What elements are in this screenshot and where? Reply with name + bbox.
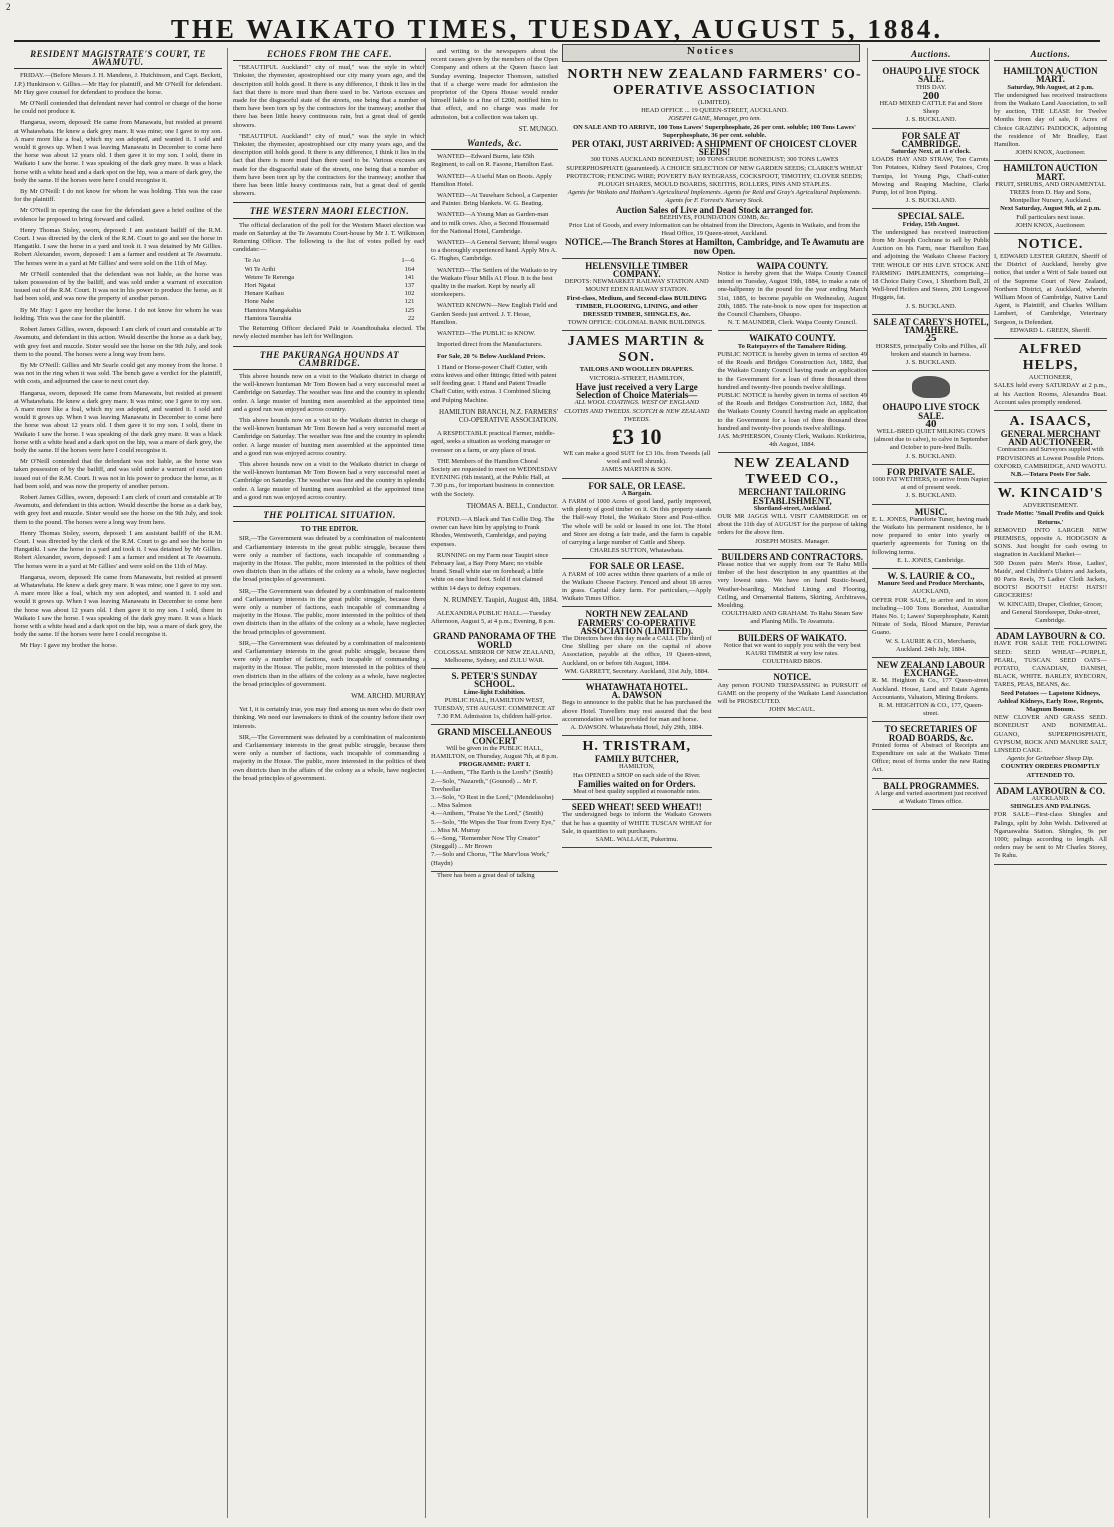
article-paragraph: Mr O'Neill contended that defendant never had control or charge of the horse he could not produce it. [14,100,222,116]
ad-signature: JOHN McCAUL. [769,706,816,714]
ad-signature: J. S. BUCKLAND. [905,492,957,500]
ad-figure: 25 [925,332,937,345]
ad-subtitle: (LIMITED). [698,99,731,106]
ad-signature: J. S. BUCKLAND. [905,452,957,460]
auction-ad [872,209,990,314]
ad-body: BEEHIVES, FOUNDATION COMB, &c. [659,213,770,221]
butcher-ad [562,736,712,800]
builders-contractors-ad [718,550,868,631]
for-sale-lease-ad [562,559,712,607]
ad-body: Notice is hereby given that the Waipa County Council intend on Tuesday, August 19th, 1884, to make a rate of one-halfpenny in the pound for the year ending March 31st, 1885, to become payable on Wednesday, August 20th, 1885. The rate-book is now open for inspection at the Council Chambers, Ohaupo. [717,270,867,319]
suit-price: £3 10 [612,423,662,449]
candidate-name: Hamiora Mangakahia [244,306,302,314]
column-cafe-and-wanteds [425,48,563,1518]
ad-subtitle: Lime-light Exhibition. [463,688,526,696]
ad-title: BALL PROGRAMMES. [883,780,979,791]
section-heading: Auctions. [872,50,990,61]
candidate-votes: 121 [404,298,415,306]
laybourn-seed-ad [994,629,1107,784]
ad-body: Price List of Goods, and every information can be obtained from the Directors, Agents in Waikato, and from the Head Office, 19 Queen-street, Auckland. [568,222,861,238]
article-paragraph: and writing to the newspapers about the recent causes given by the members of the Open Company and others at the Queen fiasco last Sunday evening. Inspector Thomson, satisfied that if a charge were made for admission the proprietor of the Opera House would render himself liable to a fine of £200, notified him to that effect, and no charge was made for admission, but a collection was taken up. [431,48,558,121]
article-paragraph: SIR,—The Government was defeated by a combination of malcontents and Carliamentary interests in the great public struggle, because there were only a number of factions, each incapable of commanding a majority in the House. The public, more interested in the politics of their own districts than in the affairs of the colony as a whole, have neglected the broad principles of government. [233,639,426,688]
results-row [243,274,417,282]
kincaid-ad [994,483,1107,629]
ad-office: HEAD OFFICE ... 19 QUEEN-STREET, AUCKLAND. [641,107,788,115]
ad-address: AUCKLAND, [911,588,951,596]
ad-title: W. KINCAID'S [997,486,1104,502]
ad-title: NOTICE. [1017,237,1084,253]
candidate-name: Henare Kaihau [244,290,284,298]
ad-body: Contractors and Surveyors supplied with PROVISIONS at Lowest Possible Prices. [996,446,1105,462]
article-paragraph: SIR,—The Government was defeated by a combination of malcontents and Carliamentary interests in the great public struggle, because there were only a number of factions, each incapable of commanding a majority in the House. The public, more interested in the politics of their own districts than in the affairs of the colony as a whole, have neglected the broad principles of government. [233,535,426,584]
candidate-votes: 141 [404,273,415,281]
article-paragraph: By Mr Hay: I gave my brother the horse. I do not know for whom he was holding. This was the case for the plaintiff. [14,306,222,322]
ad-body: A large and varied assortment just received at Waikato Times office. [874,789,988,806]
programme-item: 7.—Solo and Chorus, "The Marv'lous Work," (Haydn) [431,851,550,867]
classified-ad: WANTED—A General Servant; liberal wages to a thoroughly experienced hand. Apply Mrs A. G. Hughes, Cambridge. [431,239,557,263]
ad-body: ON SALE AND TO ARRIVE, 100 Tons Lawes' Superphosphate, 26 per cent. soluble; 100 Tons Lawes' Superphosphate, 36 per cent. soluble. [573,123,856,139]
ad-signature: JOSEPH MOSES. Manager. [755,537,830,545]
ad-signature: J. S. BUCKLAND. [905,116,957,124]
article-paragraph: Mr O'Neill contended that the defendant was not liable, as the horse was taken possession of by the bailiff, and was sold under a warrant of execution issued out of the R.M. Court. It was not in his power to produce the horse, as it had been sold, and was now the property of another person. [14,458,222,490]
section-heading: THE PAKURANGA HOUNDS AT CAMBRIDGE. [233,351,426,370]
ad-highlight: Seed Potatoes — Lapstone Kidneys, Ashleaf Kidneys, Early Rose, Regents, Magnum Bonum. [997,689,1104,713]
ad-signature: WM. GARRETT, Secretary. Auckland, 31st July, 1884. [564,667,709,675]
ad-body: REMOVED INTO LARGER NEW PREMISES, opposite A. HODGSON & SONS. Just bought for cash owing to stagnation in Auckland Market— [994,526,1107,559]
candidate-name: Te Ao [244,257,261,265]
results-row [243,282,417,290]
ad-signature: R. M. HEIGHTON & CO., 177, Queen-street. [878,702,984,718]
classified-ad: For Sale, 20 % Below Auckland Prices. [437,352,546,360]
waikato-county-ad [718,331,868,453]
notices-banner: Notices [562,44,860,62]
article-paragraph: Hangarua, sworn, deposed: He came from Manawatu, but resided at present at Whatawhata. He knew a dark grey mare. It was mine; one I gave to my son. A mare more like a foal, which my son adopted, and wanted it. I sold and would it grows up. When I was leaving Manawatu in December to come here the horse was about 12 years old. I then gave it to my son. I sold, there in Waikato I saw the horse. I was speaking of the dark grey mare. It was a black horse with a white head and a dark spot on the hip, was a mare of dark grey, the body the same. If the horses were here I could recognise it. [14,389,222,454]
article-paragraph: Henry Thomas Sisley, sworn, deposed: I am assistant bailiff of the R.M. Court. I was directed by the clerk of the R.M. Court to go and see the horse in Hangatiki. I saw the horse in a yard and took it. I was detained by Mr Gillies. Robert Alexander, sworn, deposed: I am a farmer and resident at Te Awamutu. The horses were in a yard at Mr Gillies' and were sold on the 11th of May. [14,226,222,267]
ad-title: MUSIC. [914,506,948,517]
builders-waikato-ad [718,631,868,671]
section-heading: RESIDENT MAGISTRATE'S COURT, TE AWAMUTU. [14,50,222,69]
ad-subtitle: TAILORS AND WOOLLEN DRAPERS. [579,366,694,374]
ad-subtitle: Saturday Next, at 11 o'clock. [891,148,971,156]
ad-body: LOADS HAY AND STRAW, Ton Carrots, Ton Potatoes, Kidney Seed Potatoes, Crop Turnips, lot Young Pigs, Chaff-cutter, Mowing and Reaping Machine, Clarke Pump, lot of Iron Piping. [872,156,990,197]
ad-title: TO SECRETARIES OF ROAD BOARDS, &c. [884,724,978,743]
classified-ad: WANTED—A Young Man as Garden-man and to milk cows. Also, a Second Housemaid for the National Hotel, Cambridge. [431,211,549,235]
ad-body: E. L. JONES, Pianoforte Tuner, having made the Waikato his permanent residence, he is now prepared to enter into yearly or quarterly agreements for Tuning on the following terms. [872,515,990,556]
auction-ad [872,371,990,465]
candidate-votes: 137 [404,282,415,290]
classified-ad: WANTED—Edward Burns, late 65th Regiment, to call on R. Fasone, Hamilton East. [431,153,554,169]
column-court-news [14,48,227,1518]
signature: WM. ARCHD. MURRAY. [351,692,426,701]
article-paragraph: Mr O'Neill contended that the defendant was not liable, as the horse was taken possession of by the bailiff, and was sold under a warrant of execution issued out of the R.M. Court. It was not in his power to produce the horse, as it had been sold, and was now the property of another person. [14,270,222,303]
ad-body: OUR MR JAGGS WILL VISIT CAMBRIDGE on or about the 11th day of AUGUST for the purpose of taking orders for the above firm. [717,512,867,537]
ad-signature: N. T. MAUNDER, Clerk. Waipa County Council. [727,319,857,327]
ad-signature: JAMES MARTIN & SON. [601,466,672,474]
ad-signature: COULTHARD BROS. [762,658,823,666]
classified-ad: WANTED—The Settlers of the Waikato to try the Waikato Flour Mills A1 Flour. It is the best quality in the market. Kept by nearly all storekeepers. [431,266,558,299]
ad-address: VICTORIA-STREET, HAMILTON, [589,374,685,382]
ad-body: HORSES, principally Colts and Fillies, all broken and staunch in harness. [875,342,987,358]
ad-signature: JAS. McPHERSON, County Clerk, Waikato. Kirikiriroa, 4th August, 1884. [718,432,867,449]
ad-subtitle: A Bargain. [621,489,652,497]
article-paragraph: By Mr O'Neill: I do not know for whom he was holding. This was the case for the plaintiff. [14,188,222,204]
ad-signature: J. S. BUCKLAND. [905,197,957,205]
ad-subtitle: MERCHANT TAILORING ESTABLISHMENT, [738,487,846,506]
farmers-association-ad [562,64,867,259]
classified-ad: WANTED—At Tauwhare School, a Carpenter and Painter. Bring blankets. W. G. Beating. [431,192,558,208]
ad-subtitle: SHINGLES AND PALINGS. [1010,803,1091,811]
ad-body: Printed forms of Abstract of Receipts and Expenditure on sale at the Waikato Times Office; most of forms under the new Rating Act. [872,741,990,774]
column-notices [557,64,872,1518]
auction-ad [872,465,990,505]
ad-subtitle: FAMILY BUTCHER, [594,754,679,765]
ad-title: NEW ZEALAND LABOUR EXCHANGE. [876,660,986,679]
ad-signature: JOHN KNOX, Auctioneer. [1015,221,1086,229]
auction-ad [872,315,990,371]
ad-title: A. ISAACS, [1009,413,1092,429]
ad-title: FOR SALE, OR LEASE. [588,480,686,491]
ad-title: ADAM LAYBOURN & CO. [996,631,1105,642]
ad-body: First-class, Medium, and Second-class BUILDING TIMBER, FLOORING, LINING, and other DRESSED TIMBER, SHINGLES, &c. [566,294,707,319]
classified-ad: WANTED KNOWN—New English Field and Garden Seeds just arrived. J. T. Hesse, Hamilton. [431,302,558,326]
ad-subtitle: Next Saturday, August 9th, at 2 p.m. [1000,205,1101,213]
ad-title: NORTH NEW ZEALAND FARMERS' CO-OPERATIVE ASSOCIATION (LIMITED). [577,609,696,636]
signature: HAMILTON BRANCH, N.Z. FARMERS' CO-OPERATIVE ASSOCIATION. [439,407,558,424]
laybourn-shingles-ad [994,784,1107,865]
ad-body: I, EDWARD LESTER GREEN, Sheriff of the District of Auckland, hereby give notice, that under a Writ of Sale issued out of the Supreme Court of New Zealand, Northern District, at Auckland, wherein William Moon of Cambridge, Native Land Agent, is Plaintiff, and Charles William Lambert, of Cambridge, Veterinary Surgeon, is Defendant. [994,253,1107,326]
candidate-name: Wi Te Arihi [244,265,276,273]
ad-title: WAIPA COUNTY. [756,260,828,271]
ad-manager: JOSEPH GANE, Manager, pro tem. [667,115,762,123]
ad-body: A FARM of 1000 Acres of good land, partly improved, with plenty of good timber on it. On this property stands the Half-way Hotel, the Waikato Store and Post-office. The whole will be sold or leased in one lot. The Hotel and Store are doing a fair trade, and the farm is capable of carrying a large number of Cattle and Sheep. [562,497,712,546]
waipa-county-ad [718,259,868,332]
ad-list: NEW CLOVER AND GRASS SEED. BONEDUST AND BONEMEAL. GUANO, SUPERPHOSPHATE, GYPSUM, ROCK AND MANURE SALT, LINSEED CAKE. [994,714,1107,755]
article-paragraph: By Mr O'Neill: Gillies and Mr Searle could get any money from the horse. I was not in the ring when it was sold. The bench gave a verdict for the plaintiff, with costs, and adjourned the case to next court day. [14,361,222,386]
article-paragraph: Mr O'Neill in opening the case for the defendant gave a brief outline of the evidence he proposed to bring forward and called. [14,207,222,223]
candidate-votes: 125 [404,306,415,314]
candidate-name: Hone Nahe [244,298,275,306]
classified-ad: FOUND.—A Black and Tan Collie Dog. The owner can have him by applying to Frank Rhodes, Wentworth, Cambridge, and paying expenses. [431,515,555,548]
ad-agents: Agents for Waikato and Hatham's Agricultural Implements. Agents for Reid and Gray's Agricultural Implements. Agents for F. Forrest's Nursery Stock. [567,189,862,205]
ad-title: GRAND MISCELLANEOUS CONCERT [437,727,552,746]
candidate-votes: 1—6 [401,257,415,265]
signature: THOMAS A. BELL, Conductor. [466,501,558,510]
ad-address: AUCKLAND. [1031,795,1070,803]
signature: N. RUMNEY. Taupiri, August 4th, 1884. [443,595,558,604]
ad-address: Shortland-street, Auckland. [753,504,831,512]
ad-title: OHAUPO LIVE STOCK SALE. [882,66,980,85]
results-row [243,307,417,315]
programme-list [431,769,558,867]
ad-title: SEED WHEAT! SEED WHEAT!! [571,802,702,813]
article-paragraph: Robert James Gillies, sworn, deposed: I am clerk of court and constable at Te Awamutu, and defendant in this action. Would describe the horse as a dark bay, with grey feet and muzzle. Sister would see the horse on the 9th July, and took them to the pound. The horses were a long way from here. [14,493,222,526]
isaacs-ad [994,411,1107,483]
ad-subtitle: To Ratepayers of the Tamahere Riding. [737,342,847,350]
ad-title: FOR SALE AT CAMBRIDGE. [901,130,961,149]
column-editorial [227,48,431,1518]
column-auctions-1 [867,48,994,1518]
article-paragraph: This above hounds now on a visit to the Waikato district in charge of the well-known huntsman Mr Tom Bowen had a very successful meet at Cambridge on Saturday. The weather was fine and the country in splendid order. A large muster of hunting men assembled at the appointed time, and a good run was enjoyed across country. [233,416,426,457]
section-heading: THE POLITICAL SITUATION. [233,511,426,522]
ad-body: Meat of best quality supplied at reasonable rates. [573,788,701,796]
ad-body: TOWN OFFICE: COLONIAL BANK BUILDINGS. [567,319,706,327]
subheading: TO THE EDITOR. [300,525,359,534]
ad-subtitle: THIS DAY. [915,83,947,91]
ad-title: NEW ZEALAND TWEED CO., [734,456,851,488]
classified-ad: WANTED—The PUBLIC to KNOW. [437,330,536,338]
ad-title: BUILDERS OF WAIKATO. [738,632,847,643]
ad-body: COLOSSAL MIRROR OF NEW ZEALAND, Melbourne, Sydney, and ZULU WAR. [434,648,555,664]
article-paragraph: There has been a great deal of talking [437,871,535,879]
article-paragraph: "BEAUTIFUL Auckland!" city of mud," was the style in which Tinkster, the rhymester, apostrophised our city many years ago, and the description still holds good. It there is any difference, I think it lies in the fact that there is more mud than there used to be. Various excuses are made for the disgraceful state of the streets, one being that a number of them have been torn up by the contractors for the tramway; another that there has been little heavy continuous rain, but a great deal of gentle showers. [233,132,426,198]
ad-title: BUILDERS AND CONTRACTORS. [721,551,864,562]
programme-item: 3.—Solo, "O Rest in the Lord," (Mendelssohn) ... Miss Salmon [431,794,554,810]
ad-figure: 40 [925,417,937,430]
article-paragraph: This above hounds now on a visit to the Waikato district in charge of the well-known huntsman Mr Tom Bowen had a very successful meet at Cambridge on Saturday. The weather was fine and the country in splendid order. A large muster of hunting men assembled at the appointed time, and a good run was enjoyed across country. [233,460,426,501]
alfred-helps-ad [994,339,1107,411]
results-row [243,315,417,323]
article-paragraph: SIR,—The Government was defeated by a combination of malcontents and Carliamentary interests in the great public struggle, because there were only a number of factions, each incapable of commanding a majority in the House. The public, more interested in the politics of their own districts than in the affairs of the colony as a whole, have neglected the broad principles of government. [233,587,426,636]
ad-signature: JOHN KNOX, Auctioneer. [1015,149,1086,157]
ad-highlight: Auction Sales of Live and Dead Stock arranged for. [616,204,813,215]
sheriff-notice-ad [994,234,1107,339]
ad-signature: CHARLES SUTTON, Whatawhata. [589,547,684,555]
article-paragraph: Yet I, it is certainly true, you may find among us men who do their own thinking. We need our lawmakers to think of the country before their own interests. [233,706,426,730]
ad-signature: E. L. JONES, Cambridge. [897,556,965,564]
ad-body: 300 TONS AUCKLAND BONEDUST; 100 TONS CRUDE BONEDUST; 300 TONS LAWES SUPERPHOSPHATE (guaranteed). A CHOICE SELECTION OF NEW GARDEN SEEDS; CLARKE'S WHEAT PROTECTOR; FENCING WIRE; POVERTY BAY RYEGRASS, COCKSFOOT, TIMOTHY, CLOVER SEEDS; PLOUGH SHARES, MOULD BOARDS, SKEITHS, ROLLERS, PINS AND STAPLES. [566,156,863,189]
ad-body: Please notice that we supply from our Te Rahu Mills timber of the best description in any quantities at the very lowest rates. We have on hand Rustic-board, Weather-boarding, Matched Lining and Flooring, Ceiling, and Ornamental Battens, Skirting, Architraves, Moulding. [717,560,867,609]
ad-subtitle: Friday, 15th August. [902,220,960,228]
auction-mart-ad [994,161,1107,234]
ad-body: 1000 FAT WETHERS, to arrive from Napier, at end of present week. [872,475,990,492]
article-paragraph: Henry Thomas Sisley, sworn, deposed: I am assistant bailiff of the R.M. Court. I was directed by the clerk of the R.M. Court to go and see the horse in Hangatiki. I saw the horse in a yard and took it. I was detained by Mr Gillies. Robert Alexander, sworn, deposed: I am a farmer and resident at Te Awamutu. The horses were in a yard at Mr Gillies' and were sold on the 11th of May. [14,529,222,570]
ad-highlight: NOTICE.—The Branch Stores at Hamilton, Cambridge, and Te Awamutu are now Open. [564,237,865,256]
ad-body: WE can make a good SUIT for £3 10s. from Tweeds (all wool and well shrunk). [563,449,711,466]
article-paragraph: Mr Hay: I gave my brother the horse. [20,642,118,650]
auction-ad [872,64,990,128]
programme-item: 5.—Solo, "He Wipes the Tear from Every Eye," ... Miss M. Murray [431,818,556,834]
ad-title: JAMES MARTIN & SON. [567,334,706,366]
page-number: 2 [6,2,11,12]
classified-ad: WANTED—A Useful Man on Boots. Apply Hamilton Hotel. [431,172,552,188]
candidate-name: Hamiora Taurahia [244,314,292,322]
ad-signature: EDWARD L. GREEN, Sheriff. [1009,326,1092,334]
ad-body: HEAD MIXED CATTLE Fat and Store Sheep [879,100,983,116]
ad-subtitle: AUCTIONEER, [1028,374,1073,382]
ad-body: Any person FOUND TRESPASSING in PURSUIT of GAME on the property of the Waikato Land Association will be PROSECUTED. [717,681,867,705]
ad-subtitle: A. DAWSON [611,690,662,701]
ad-body: PUBLIC NOTICE is hereby given in terms of section 49 of the Roads and Bridges Construction Act, 1882, that the Waikato County Council having made an application to the Government for a loan of three thousand three hundred and twenty-five pounds twelve shillings. [717,391,867,432]
music-ad [872,505,990,569]
ball-programmes-ad [872,779,990,811]
section-heading: ECHOES FROM THE CAFE. [233,50,426,61]
labour-exchange-ad [872,658,990,722]
ad-body: The undersigned has received instructions from Mr Joseph Cochrane to sell by Public Auction on his Farm, near Hamilton East, and adjoining the Waikato Cheese Factory, THE WHOLE OF HIS LIVE STOCK AND FARMING IMPLEMENTS, comprising— 18 Choice Dairy Cows, 1 Shorthorn Bull, 20 Well-bred Heifers and Steers, 200 Longwool Hoggets, fat. [872,228,990,302]
ad-title: GRAND PANORAMA OF THE WORLD [432,631,557,650]
cow-engraving-icon [912,376,950,398]
programme-title: PROGRAMME: PART I. [458,761,531,769]
ad-address: OXFORD, CAMBRIDGE, AND WAOTU. [994,462,1107,470]
ad-body: PUBLIC HALL, HAMILTON WEST, TUESDAY, 5TH AUGUST. COMMENCE AT 7.30 P.M. Admission 1s, children half-price. [433,696,556,721]
ad-body: A FARM of 100 acres within three quarters of a mile of the Waikato Cheese Factory. Fenced and about 18 acres in grass. Capital dairy farm. For particulars,—Apply Waikato Times Office. [562,570,712,603]
ad-body: Notice that we want to supply you with the very best KAURI TIMBER at very low rates. [723,641,861,657]
concert-ad [431,725,558,871]
ad-signature: SAML. WALLACE, Pukerimu. [595,836,678,844]
programme-item: 4.—Anthem, "Praise Ye the Lord," (Smith) [431,810,544,818]
classified-ad: RUNNING on my Farm near Taupiri since February last, a Bay Pony Mare; no visible brand. Small white star on forehead; a little white on one hind foot. Sold if not claimed within 14 days to defray expenses. [431,551,549,592]
ad-title: FOR SALE OR LEASE. [589,561,685,572]
ad-address: HAMILTON, [618,763,655,771]
auction-ad [872,129,990,210]
ad-body: WELL-BRED QUIET MILKING COWS (almost due to calve), to calve in September and October to pure-bred Bulls. [873,427,989,452]
ad-body: DEPOTS: NEWMARKET RAILWAY STATION AND MOUNT EDEN RAILWAY STATION. [564,278,709,294]
masthead-title: THE WAIKATO TIMES, TUESDAY, AUGUST 5, 1884. [14,14,1100,42]
ad-title: ADAM LAYBOURN & CO. [996,785,1105,796]
ad-body: FRUIT, SHRUBS, AND ORNAMENTAL TREES from D. Hay and Sons, Montpellier Nursery, Auckland. [995,180,1106,205]
programme-item: 1.—Anthem, "The Earth is the Lord's" (Smith) [431,769,553,777]
laurie-merchants-ad [872,569,990,658]
ad-title: WAIKATO COUNTY. [749,333,836,344]
ad-title: NORTH NEW ZEALAND FARMERS' CO-OPERATIVE ASSOCIATION [567,67,862,98]
programme-item: 2.—Solo, "Nazareth," (Gounod) ... Mr F. Trevheellar [431,777,538,793]
ad-title: SPECIAL SALE. [897,211,965,222]
ad-signature: COULTHARD AND GRAHAM. To Rahu Steam Saw and Planing Mills. Te Awamutu. [721,610,863,626]
signature: ST. MUNGO. [518,124,558,133]
ad-title: H. TRISTRAM, [582,739,692,755]
ad-list: 500 Dozen pairs Men's Hose, Ladies', Maids', and Children's Ulsters and Jackets, 80 Paris Reels, 75 Ladies' Cloth Jackets, BOOTS! BOOTS!! HATS! HATS!! GROCERIES! [994,559,1107,600]
ad-note: Full particulars next issue. [1016,213,1085,221]
classified-ad: THE Members of the Hamilton Choral Society are requested to meet on WEDNESDAY EVENING (6th instant), at the Public Hall, at 7.30 p.m., for important business in connection with the Society. [431,457,558,498]
ad-signature: J. S. BUCKLAND. [905,358,957,366]
candidate-votes: 164 [404,265,415,273]
for-sale-farm-ad [562,479,712,560]
sunday-school-ad [431,669,558,725]
candidate-name: Wetere Te Rerenga [244,273,295,281]
ad-subtitle: Saturday, 9th August, at 2 p.m. [1007,83,1094,91]
classified-ad: Imported direct from the Manufacturers. [437,341,543,349]
ad-footer: COUNTRY ORDERS PROMPTLY ATTENDED TO. [1000,763,1101,779]
helensville-timber-ad [562,259,712,332]
ad-body: FOR SALE—First-class Shingles and Palings, split by John Welsh. Delivered at Ngaruawahia Station. Shingles, 9s per 1000; palings according to length. All orders may be sent to Mr Charles Storey, Te Rahu. [994,811,1107,860]
article-paragraph: Robert James Gillies, sworn, deposed: I am clerk of court and constable at Te Awamutu, and defendant in this action. Would describe the horse as a dark bay, with grey feet and muzzle. Sister would see the horse on the 9th July, and took them to the pound. The horses were a long way from here. [14,326,222,358]
ad-figure: 200 [922,89,940,102]
ad-motto: Trade Motto: 'Small Profits and Quick Returns.' [996,510,1105,526]
ad-list: ALL WOOL COATINGS. WEST OF ENGLAND CLOTHS AND TWEEDS. SCOTCH & NEW ZEALAND TWEEDS. [564,399,710,423]
election-results-table [243,257,417,323]
ad-body: Has OPENED a SHOP on each side of the River. [572,771,701,779]
ad-body: OFFER FOR SALE, to arrive and in store, including—100 Tons Bonedust, Australian Hates No. 1; Lawes' Superphosphate, Kainit, Nitrate of Soda, Blood Manure, Peruvian Guano. [872,596,990,637]
ad-title: NOTICE. [773,672,812,683]
candidate-votes: 102 [404,290,415,298]
call-notice-ad [562,607,712,680]
results-row [243,266,417,274]
ad-note: N.B.—Totara Posts For Sale. [1010,470,1091,478]
ad-note: Agents for Gritzeboer Sheep Dip. [1007,755,1094,763]
trespass-notice-ad [718,670,868,718]
ad-signature: W. KINCAID, Draper, Clothier, Grocer, and General Storekeeper, Duke-street, Cambridge. [998,600,1103,624]
panorama-ad [431,629,558,669]
auction-mart-ad [994,64,1107,161]
ad-title: ALFRED HELPS, [1018,342,1083,374]
james-martin-ad [562,331,712,478]
ad-title: FOR PRIVATE SALE. [887,466,975,477]
article-paragraph: Hangarua, sworn, deposed: He came from Manawatu, but resided at present at Whatawhata. He knew a dark grey mare. It was mine; one I gave to my son. A mare more like a foal, which my son adopted, and wanted it. I sold and would it grows up. When I was leaving Manawatu in December to come here the horse was about 12 years old. I then gave it to my son. I sold, there in Waikato I saw the horse. I was speaking of the dark grey mare. It was a black horse with a white head and a dark spot on the hip, was a mare of dark grey, the body the same. If the horses were here I could recognise it. [14,573,222,639]
article-paragraph: "BEAUTIFUL Auckland!" city of mud," was the style in which Tinkster, the rhymester, apostrophised our city many years ago, and the description still holds good. It there is any difference, I think it lies in the fact that there is more mud than there used to be. Various excuses are made for the disgraceful state of the streets, one being that a number of them have been torn up by the contractors for the tramway; another that there has been little heavy continuous rain, but a great deal of gentle showers. [233,64,426,129]
column-auctions-2 [989,48,1111,1518]
article-paragraph: Hangarua, sworn, deposed: He came from Manawatu, but resided at present at Whatawhata. He knew a dark grey mare. It was mine; one I gave to my son. A mare more like a foal, which my son adopted, and wanted it. I sold and would it grows up. When I was leaving Manawatu in December to come here the horse was about 12 years old. I then gave it to my son. I sold, there in Waikato I saw the horse. I was speaking of the dark grey mare. It was a black horse with a white head and a dark spot on the hip, was a mare of dark grey, the body the same. If the horses were here I could recognise it. [14,119,222,184]
results-row [243,257,417,265]
ad-title: S. PETER'S SUNDAY SCHOOL. [451,671,538,690]
section-heading: Wanteds, &c. [431,139,558,150]
section-heading: Auctions. [994,50,1107,61]
ad-subtitle: GENERAL MERCHANT AND AUCTIONEER. [1000,428,1101,448]
candidate-name: Hori Ngatai [244,282,276,290]
seed-wheat-ad [562,800,712,848]
classified-ad: A RESPECTABLE practical Farmer, middle-aged, seeks a situation as working manager or overseer on a farm, or any place of trust. [431,430,555,454]
results-row [243,298,417,306]
ad-signature: J. S. BUCKLAND. [905,302,957,310]
ad-body: The undersigned has received instructions from the Waikato Land Association, to sell by auction, THE LEASE for Twelve Months from day of sale, 8 Acres of Choice GRAZING PADDOCK, adjoining the residence of Mr Bradley, East Hamilton. [994,91,1107,149]
classified-ad: ALEXANDRA PUBLIC HALL.—Tuesday Afternoon, August 5, at 4 p.m.; Evening, 8 p.m. [431,609,556,626]
section-heading: THE WESTERN MAORI ELECTION. [233,207,426,218]
ad-title: W. S. LAURIE & CO., [887,570,975,581]
tweed-company-ad [718,453,868,549]
article-paragraph: FRIDAY.—(Before Messrs J. H. Mandeno, J. Hutchinson, and Capt. Beckett, J.P.) Hunkinson v. Gillies.—Mr Hay for plaintiff, and Mr O'Neill for defendant. Mr Hay gave counsel for defendant to produce the horse. [14,72,222,96]
ad-body: PUBLIC NOTICE is hereby given in terms of section 49 of the Roads and Bridges Construction Act, 1882, that the Waikato County Council having made an application to the Government for a loan of three thousand three hundred and twenty-five pounds twelve shillings. [717,350,867,391]
ad-title: HAMILTON AUCTION MART. [1003,163,1098,182]
ad-highlight: PER OTAKI, JUST ARRIVED: A SHIPMENT OF CHOICEST CLOVER SEEDS! [571,139,858,158]
results-row [243,290,417,298]
candidate-votes: 22 [407,314,415,322]
ad-body: Have just received a very Large Selection of Choice Materials— [575,381,698,401]
ad-title: WHATAWHATA HOTEL. [585,681,688,692]
article-paragraph: This above hounds now on a visit to the Waikato district in charge of the well-known huntsman Mr Tom Bowen had a very successful meet at Cambridge on Saturday. The weather was fine and the country in splendid order. A large muster of hunting men assembled at the appointed time, and a good run was enjoyed across country. [233,372,426,413]
ad-title: SALE AT CAREY'S HOTEL, TAMAHERE. [873,316,989,336]
road-boards-ad [872,722,990,778]
ad-highlight: Families waited on for Orders. [577,778,696,789]
ad-subtitle: ADVERTISEMENT. [1022,502,1079,510]
ad-body: SALES held every SATURDAY at 2 p.m., at his Auction Rooms, Alexandra Buat. Account sales promptly rendered. [994,382,1107,406]
ad-body: The undersigned begs to inform the Waikato Growers that he has a quantity of WHITE TUSCAN WHEAT for Sale, in quantities to suit purchasers. [562,811,712,835]
classified-ad: 1 Hand or Horse-power Chaff Cutter, with extra knives and other fittings; fitted with patent self feeding gear. 1 Hand and Patent Treadle Chaff Cutter, with extras. 1 Combined Slicing and Pulping Machine. [431,363,557,404]
ad-body: The Directors have this day made a CALL (The third) of One Shilling per share on the capital of above Association, payable at the office, 19 Queen-street, Auckland, on or before 6th August, 1884. [562,634,712,667]
ad-title: OHAUPO LIVE STOCK SALE. [882,402,980,421]
ad-title: HAMILTON AUCTION MART. [1003,66,1098,85]
article-paragraph: SIR,—The Government was defeated by a combination of malcontents and Carliamentary interests in the great public struggle, because there were only a number of factions, each incapable of commanding a majority in the House. The public, more interested in the politics of their own districts than in the affairs of the colony as a whole, have neglected the broad principles of government. [233,733,426,782]
ad-title: HELENSVILLE TIMBER COMPANY. [585,260,689,280]
whatawhata-hotel-ad [562,680,712,736]
ad-signature: W. S. LAURIE & CO., Merchants, Auckland. 24th July, 1884. [885,637,977,653]
article-paragraph: The Returning Officer declared Paki te Aoandtouhaka elected. The newly elected member has left for Wellington. [233,325,426,341]
programme-item: 6.—Song, "Remember Now Thy Creator" (Steggall) ... Mr Brown [431,835,541,851]
ad-signature: A. DAWSON. Whatawhata Hotel, July 29th, 1884. [570,724,704,731]
ad-body: R. M. Heighton & Co., 177 Queen-street, Auckland. House, Land and Estate Agents, Accountants, Valuators, Mining Brokers. [872,677,990,701]
ad-subtitle: Manure Seed and Produce Merchants, [877,580,985,588]
article-paragraph: The official declaration of the poll for the Western Maori election was made on Saturday at the Te Awamutu Court-house by Mr J. T. Wilkinson, Returning Officer. The following is the list of votes polled by each candidate:— [233,221,426,254]
ad-body: HAVE FOR SALE THE FOLLOWING SEED: SEED WHEAT—PURPLE, PEARL, TUSCAN. SEED OATS—POTATO, CANADIAN, DANISH, BLACK, WHITE. BARLEY, RYECORN, TARES, PEAS, BEANS, &c. [994,640,1107,689]
ad-body: Will be given in the PUBLIC HALL, HAMILTON, on Thursday, August 7th, at 8 p.m. [431,744,558,761]
ad-body: Begs to announce to the public that he has purchased the above Hotel. Travellers may rest assured that the best accommodation will be provided for man and horse. [562,699,712,723]
